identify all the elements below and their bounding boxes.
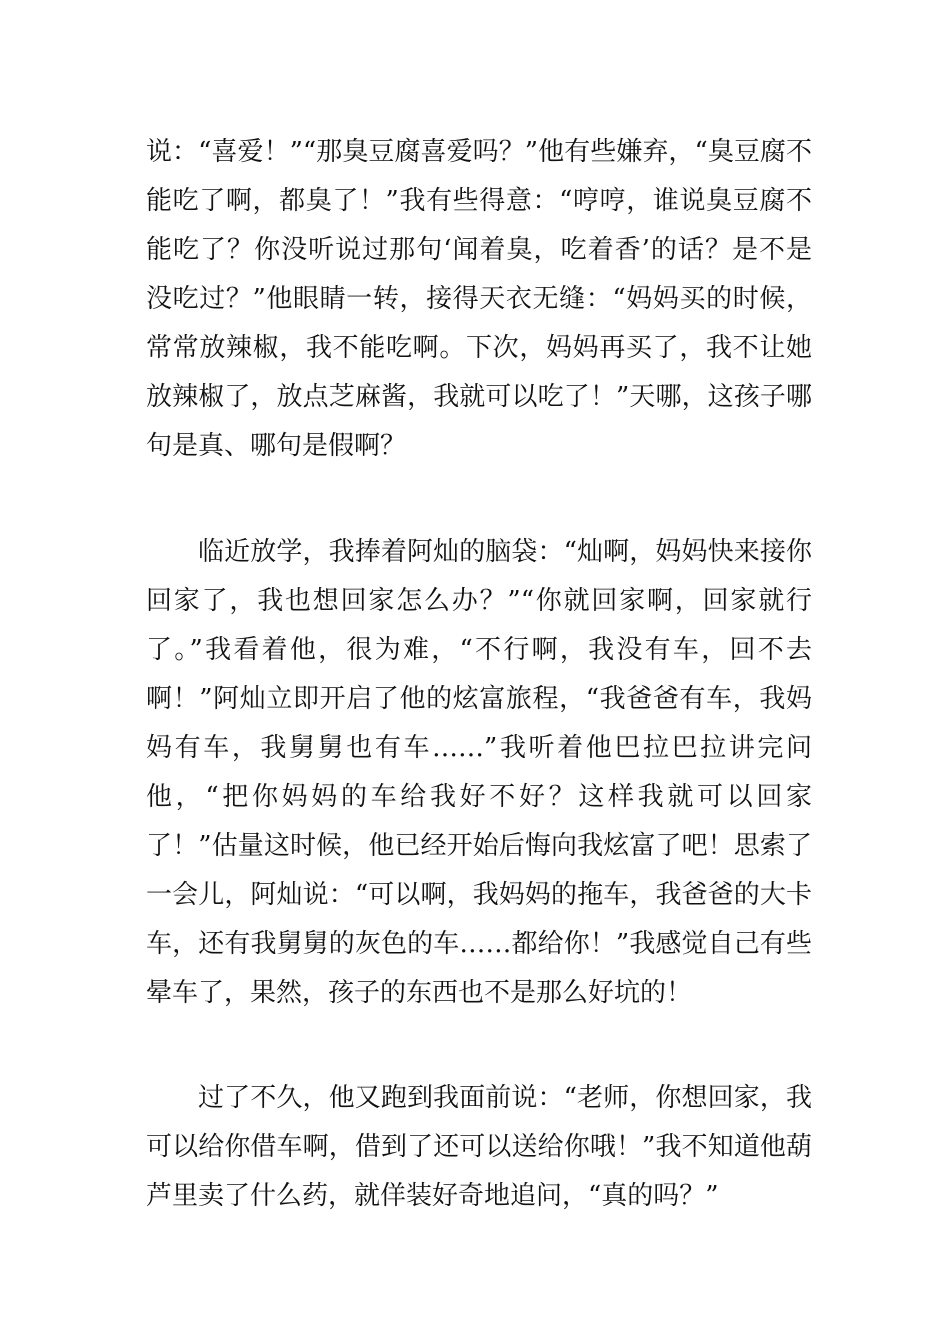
paragraph-after-school: 临近放学，我捧着阿灿的脑袋：“灿啊，妈妈快来接你回家了，我也想回家怎么办？”“你就回家啊，回家就行了。”我看着他，很为难，“不行啊，我没有车，回不去啊！”阿灿立即开启了他的炫富旅程，“我爸爸有车，我妈妈有车，我舅舅也有车……”我听着他巴拉巴拉讲完问他，“把你妈妈的车给我好不好？这样我就可以回家了！”估量这时候，他已经开始后悔向我炫富了吧！思索了一会儿，阿灿说：“可以啊，我妈妈的拖车，我爸爸的大卡车，还有我舅舅的灰色的车……都给你！”我感觉自己有些晕车了，果然，孩子的东西也不是那么好坑的！ <box>146 537 812 1008</box>
paragraph-continued: 说：“喜爱！”“那臭豆腐喜爱吗？”他有些嫌弃，“臭豆腐不能吃了啊，都臭了！”我有些得意：“哼哼，谁说臭豆腐不能吃了？你没听说过那句‘闻着臭，吃着香’的话？是不是没吃过？”他眼睛一转，接得天衣无缝：“妈妈买的时候，常常放辣椒，我不能吃啊。下次，妈妈再买了，我不让她放辣椒了，放点芝麻酱，我就可以吃了！”天哪，这孩子哪句是真、哪句是假啊？ <box>146 137 812 461</box>
paragraph-borrow-car: 过了不久，他又跑到我面前说：“老师，你想回家，我可以给你借车啊，借到了还可以送给你哦！”我不知道他葫芦里卖了什么药，就佯装好奇地追问，“真的吗？” <box>146 1083 812 1211</box>
